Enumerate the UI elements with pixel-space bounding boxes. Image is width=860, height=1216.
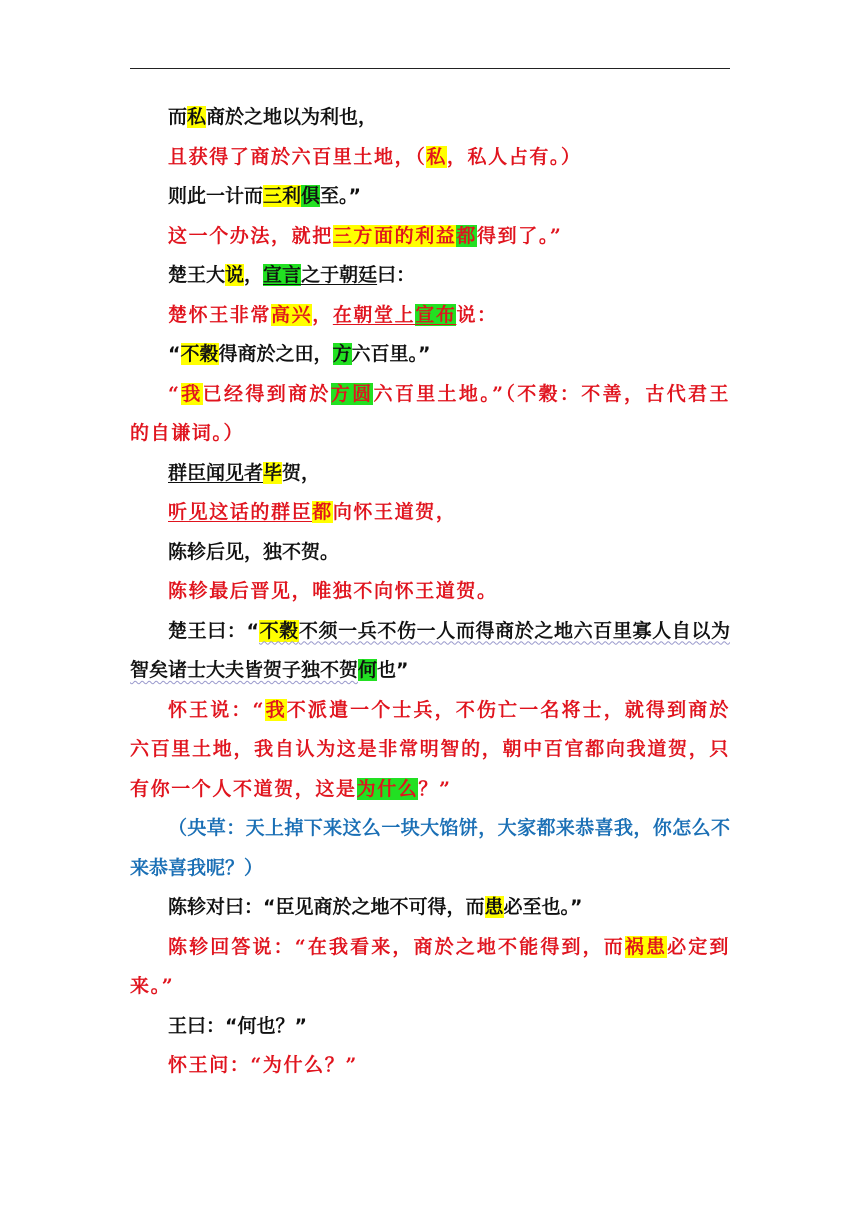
underlined-segment: 听见这话的群臣 [168,501,313,523]
text-segment: 王曰：“何也？” [168,1014,307,1037]
text-segment: 得到了。” [477,224,563,247]
text-segment: 怀王问：“为什么？” [168,1054,358,1076]
paragraph-note [130,809,730,888]
text-segment: 贺， [282,461,321,484]
text-segment: 楚王大 [168,264,226,286]
text-segment: 必至也。” [503,896,583,918]
highlight-yellow: 我 [265,698,287,721]
text-segment: 也” [377,659,409,681]
highlight-green: 俱 [301,185,321,207]
paragraph-source [130,533,730,573]
text-segment: 陈轸后见，独不贺。 [168,540,340,563]
header-rule [130,68,730,69]
paragraph-source [130,177,730,217]
paragraph-source [130,612,730,691]
highlight-yellow: 三利 [263,185,302,207]
highlight-yellow: 毕 [263,461,283,484]
text-segment: 曰： [377,264,416,286]
paragraph-translation [130,217,730,257]
highlight-green-underlined: 宣言 [263,264,302,286]
text-segment: ，私人占有。） [446,145,582,168]
text-segment: 楚怀王非常 [168,303,272,326]
text-segment: ， [312,303,333,326]
text-segment: ？” [418,777,452,800]
highlight-green: 为什么 [356,777,419,800]
paragraph-source [130,454,730,494]
text-segment: 陈轸回答说：“在我看来，商於之地不能得到，而 [168,935,625,958]
highlight-yellow: 说 [225,264,245,286]
paragraph-source [130,335,730,375]
text-segment: 说： [456,303,498,326]
highlight-green: 方圆 [330,382,374,405]
highlight-yellow: 私 [426,145,447,168]
paragraph-source [130,888,730,928]
underlined-segment: 之于朝廷 [301,264,378,286]
text-segment: 得商於之田， [218,343,333,365]
highlight-green: 都 [456,224,478,247]
paragraph-translation [130,296,730,336]
text-segment: 怀王说：“ [168,698,266,721]
highlight-green: 方 [332,343,352,365]
paragraph-translation [130,1046,730,1086]
paragraph-translation [130,928,730,1007]
paragraph-source [130,256,730,296]
text-segment: “ [168,343,181,365]
document-body [130,98,730,1086]
text-segment: 则此一计而 [168,185,264,207]
highlight-yellow: 不穀 [180,343,219,365]
text-segment: （ [168,817,188,839]
text-segment: 这一个办法，就把 [168,224,333,247]
paragraph-translation [130,691,730,810]
paragraph-translation [130,138,730,178]
text-segment: 商於之地以为利也， [206,106,378,128]
text-segment: 而 [168,106,188,128]
underlined-segment: 在朝堂上 [332,303,416,326]
highlight-yellow: 高兴 [271,303,313,326]
paragraph-translation [130,493,730,533]
highlight-yellow: 我 [180,382,203,405]
text-segment: 楚王曰：“ [168,619,259,642]
text-segment: 六百里。” [351,343,431,365]
highlight-yellow: 患 [484,896,504,918]
text-segment: 不派遣一个士兵，不伤亡一名将士，就得到商於六百里土地，我自认为这是非常明智的，朝中百官都向我道贺，只有你一个人不道贺，这是 [130,698,730,800]
highlight-yellow: 祸患 [624,935,668,958]
highlight-yellow: 都 [312,501,333,523]
highlight-yellow: 三方面的利益 [332,224,457,247]
wavy-underlined-segment: 不须一兵不伤一人而得商於之地六百里寡人自以为智矣诸士大夫皆贺子独不贺 [130,619,730,681]
text-segment: ， [244,264,264,286]
text-segment: 必定到来。” [130,935,730,997]
highlight-yellow: 不穀 [258,619,299,642]
text-segment: 央草：天上掉下来这么一块大馅饼，大家都来恭喜我，你怎么不来恭喜我呢？） [130,817,730,879]
text-segment: 至。” [320,185,362,207]
text-segment: “ [168,382,181,405]
highlight-green-underlined: 宣布 [415,303,457,326]
text-segment: 向怀王道贺， [332,501,457,523]
text-segment: 且获得了商於六百里土地，（ [168,145,427,168]
paragraph-source [130,1007,730,1047]
text-segment: 陈轸对曰：“臣见商於之地不可得，而 [168,896,485,918]
text-segment: 六百里土地。”（不穀：不善，古代君王的自谦词。） [130,382,731,444]
underlined-segment: 群臣闻见者 [168,461,264,484]
highlight-green: 何 [358,659,378,681]
text-segment: 已经得到商於 [202,382,331,405]
paragraph-translation [130,375,730,454]
paragraph-source [130,98,730,138]
paragraph-translation [130,572,730,612]
highlight-yellow: 私 [187,106,207,128]
text-segment: 陈轸最后晋见，唯独不向怀王道贺。 [168,580,498,602]
